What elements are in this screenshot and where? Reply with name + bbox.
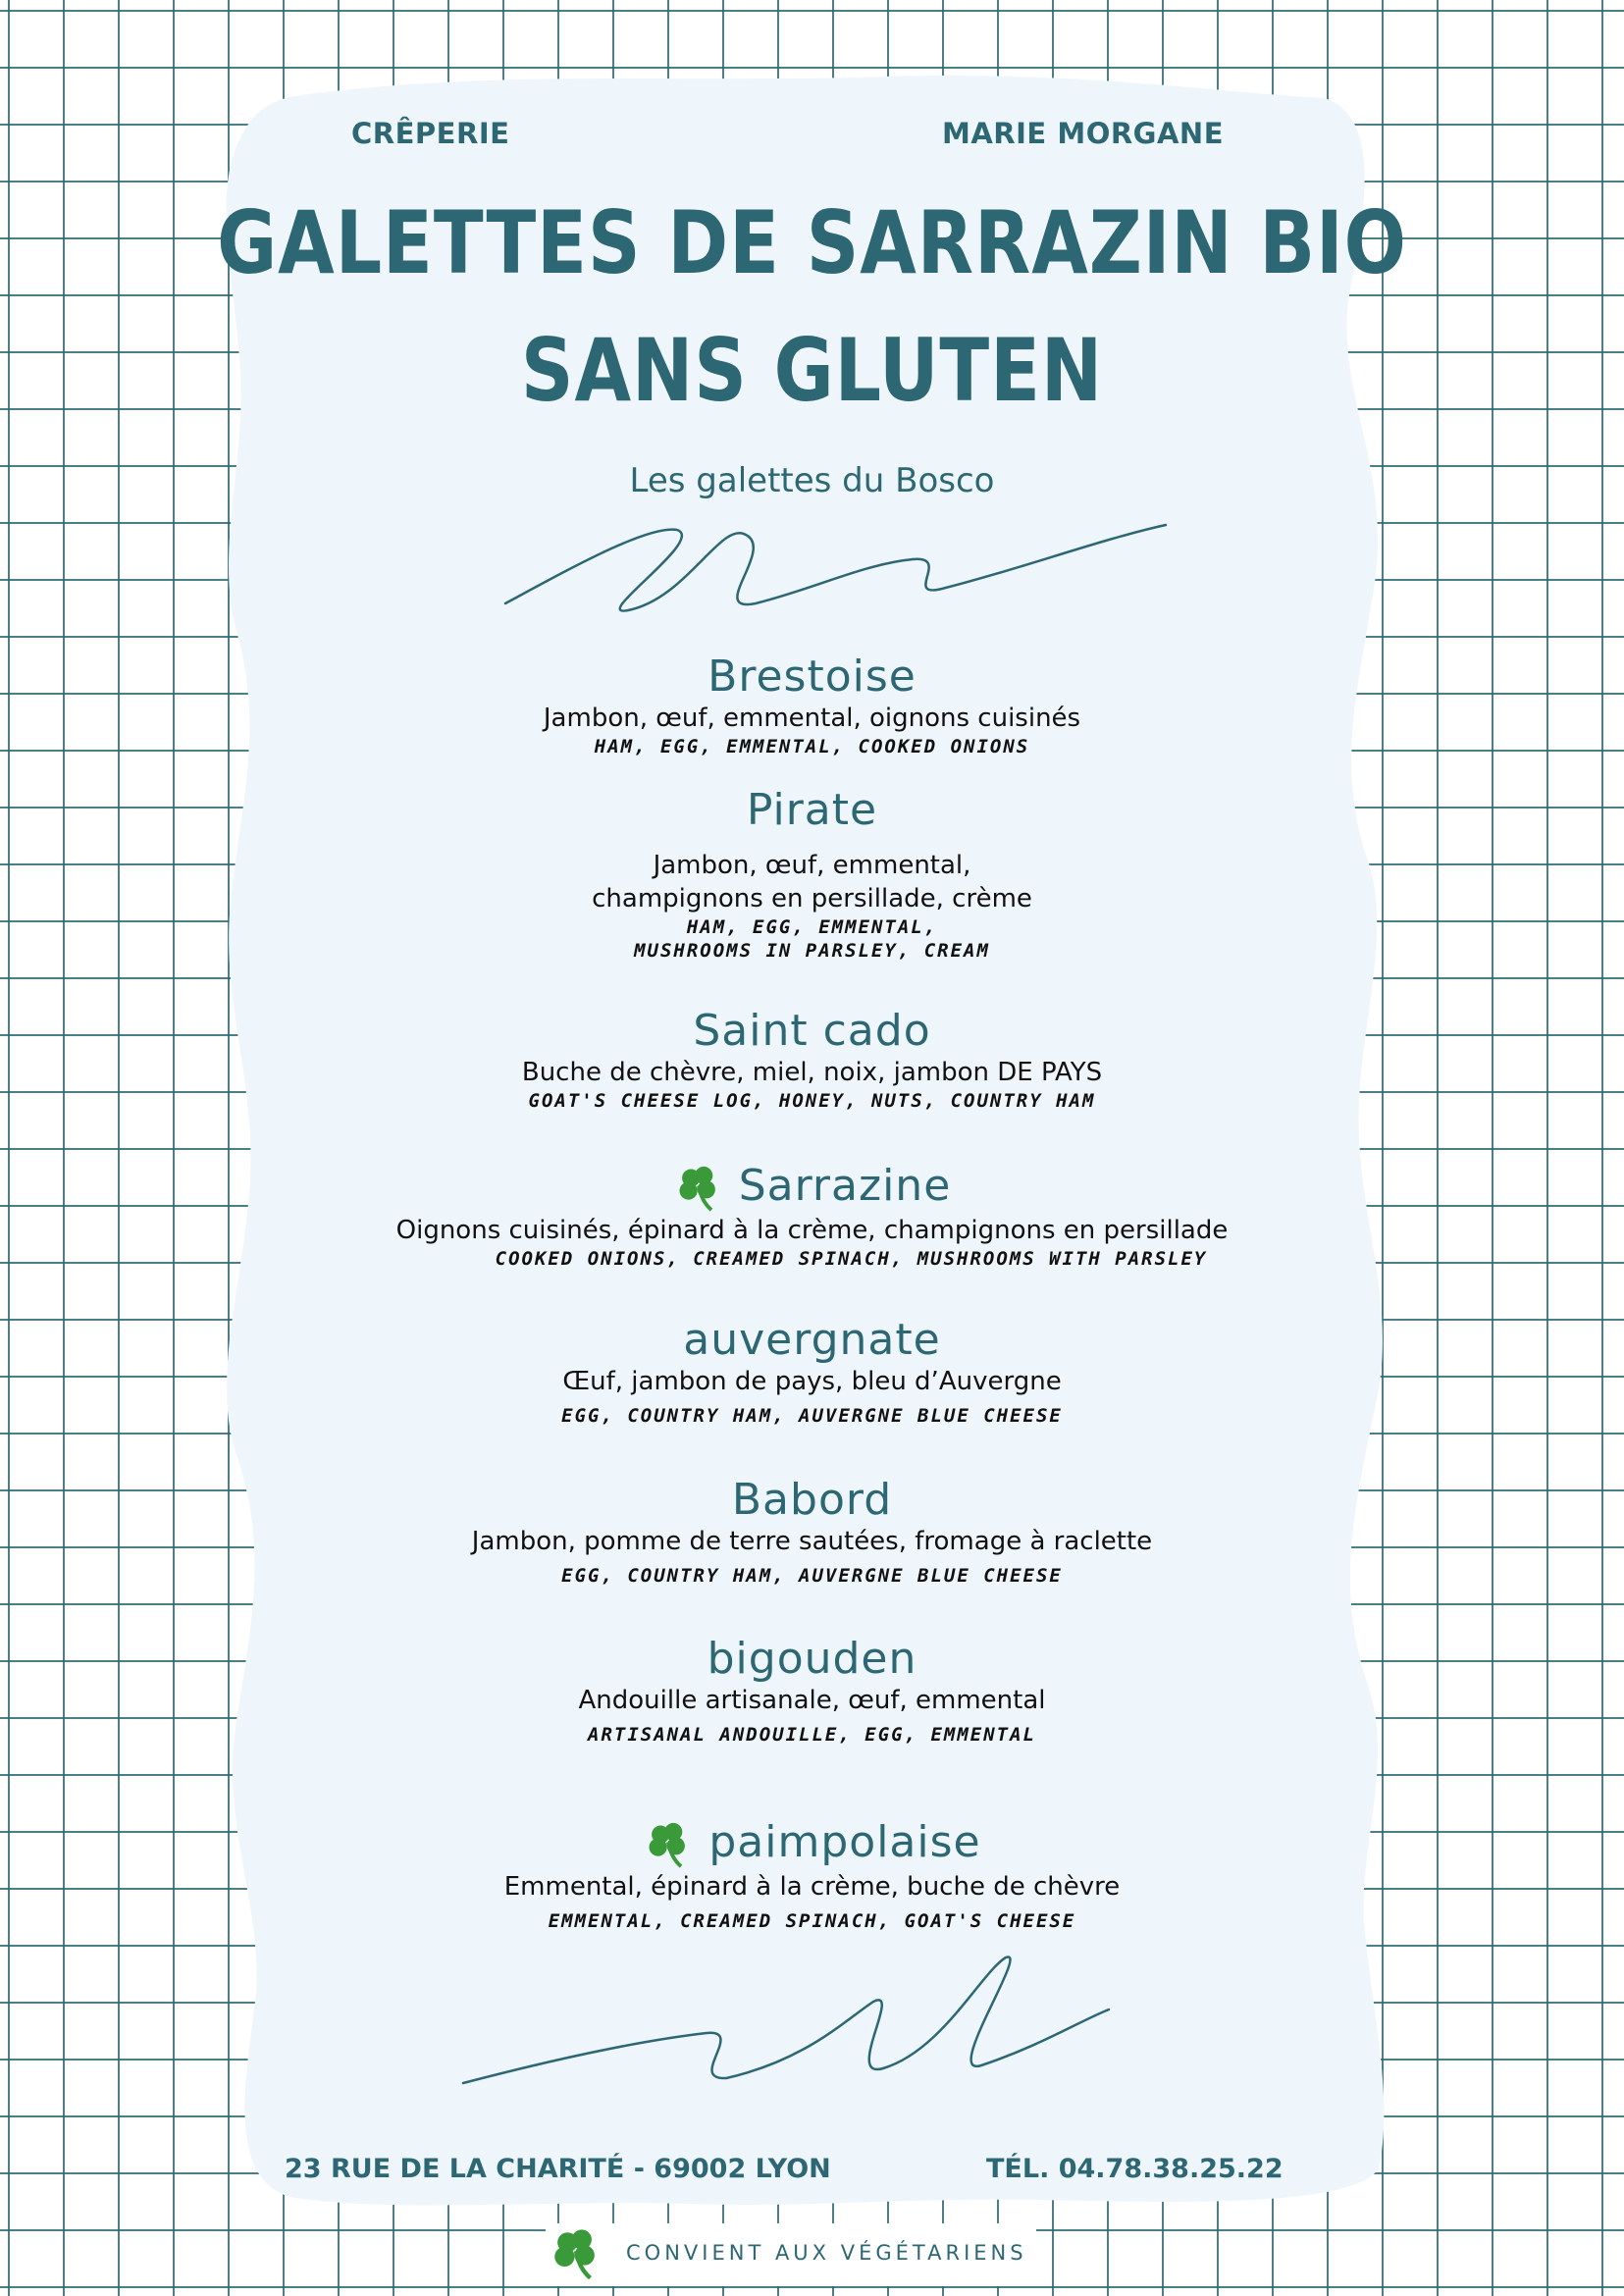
menu-item — [0, 1006, 1624, 1113]
item-name: auvergnate — [683, 1315, 941, 1365]
page-title-line2: SANS GLUTEN — [520, 320, 1104, 421]
menu-item — [0, 1634, 1624, 1747]
vegetarian-legend — [546, 2223, 1036, 2286]
item-en: HAM, EGG, EMMENTAL, COOKED ONIONS — [594, 736, 1030, 757]
item-desc: Jambon, pomme de terre sautées, fromage à raclette — [471, 1527, 1153, 1556]
menu-item — [0, 1475, 1624, 1588]
item-name: paimpolaise — [708, 1817, 981, 1867]
menu-item — [0, 652, 1624, 758]
clover-icon — [548, 2225, 604, 2282]
item-name: bigouden — [707, 1634, 917, 1684]
header-restaurant-name: MARIE MORGANE — [942, 117, 1224, 150]
menu-item — [0, 1817, 1624, 1933]
item-name: Pirate — [746, 785, 878, 835]
item-desc: Œuf, jambon de pays, bleu d’Auvergne — [562, 1367, 1062, 1396]
menu-item — [0, 1315, 1624, 1428]
item-en: EGG, COUNTRY HAM, AUVERGNE BLUE CHEESE — [561, 1565, 1063, 1587]
menu-item — [0, 1161, 1624, 1271]
clover-icon — [643, 1819, 694, 1870]
item-en: MUSHROOMS IN PARSLEY, CREAM — [634, 940, 990, 962]
item-en: COOKED ONIONS, CREAMED SPINACH, MUSHROOMS WITH PARSLEY — [495, 1248, 1208, 1270]
item-desc: Andouille artisanale, œuf, emmental — [578, 1686, 1046, 1715]
item-desc: Oignons cuisinés, épinard à la crème, champignons en persillade — [395, 1216, 1229, 1245]
item-name-row — [0, 1161, 1624, 1214]
footer-address: 23 RUE DE LA CHARITÉ - 69002 LYON — [285, 2154, 831, 2184]
item-desc: Jambon, œuf, emmental, — [653, 851, 971, 880]
item-en: EGG, COUNTRY HAM, AUVERGNE BLUE CHEESE — [561, 1405, 1063, 1427]
item-name: Saint cado — [693, 1006, 931, 1056]
item-name-row — [0, 1817, 1624, 1870]
item-name: Babord — [731, 1475, 893, 1525]
header-creperie: CRÊPERIE — [351, 117, 510, 150]
item-en: GOAT'S CHEESE LOG, HONEY, NUTS, COUNTRY HAM — [528, 1090, 1096, 1112]
item-en: ARTISANAL ANDOUILLE, EGG, EMMENTAL — [588, 1724, 1036, 1746]
item-desc: Buche de chèvre, miel, noix, jambon DE PAYS — [521, 1058, 1103, 1087]
item-desc: Emmental, épinard à la crème, buche de chèvre — [503, 1872, 1121, 1902]
item-en: HAM, EGG, EMMENTAL, — [686, 916, 938, 938]
vegetarian-legend-text: CONVIENT AUX VÉGÉTARIENS — [626, 2241, 1027, 2265]
footer-phone: TÉL. 04.78.38.25.22 — [986, 2154, 1283, 2184]
page-title-line1: GALETTES DE SARRAZIN BIO — [217, 192, 1407, 293]
item-name: Brestoise — [707, 652, 917, 702]
subtitle: Les galettes du Bosco — [629, 461, 995, 500]
item-desc: champignons en persillade, crème — [592, 884, 1032, 913]
item-desc: Jambon, œuf, emmental, oignons cuisinés — [543, 704, 1081, 733]
menu-item — [0, 785, 1624, 963]
item-name: Sarrazine — [738, 1161, 952, 1211]
clover-icon — [673, 1163, 724, 1214]
item-en: EMMENTAL, CREAMED SPINACH, GOAT'S CHEESE — [548, 1910, 1076, 1932]
